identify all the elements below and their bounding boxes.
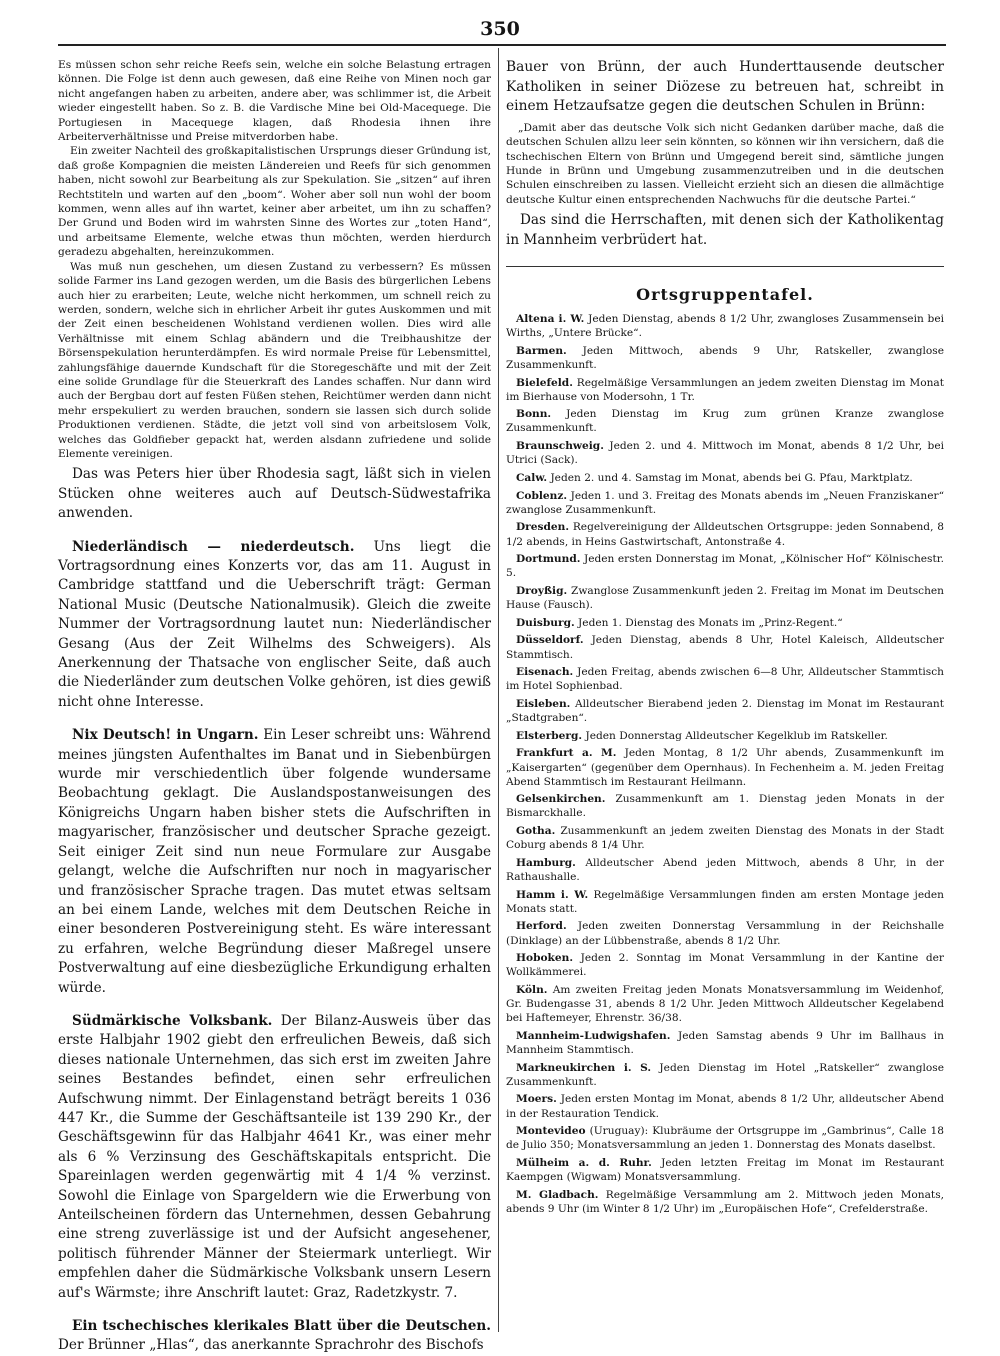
entry-city: Barmen. (516, 344, 567, 357)
entry-text: Jeden 2. Sonntag im Monat Versammlung in der Kantine der Wollkämmerei. (506, 952, 944, 979)
entry-city: Gotha. (516, 825, 556, 838)
entry-text: (Uruguay): Klubräume der Ortsgruppe im „Gambrinus“, Calle 18 de Julio 350; Monatsversammlung an jeden 1. Donnerstag des Monats daselbst. (506, 1125, 945, 1152)
rhodesia-paragraph-3: Was muß nun geschehen, um diesen Zustand zu verbessern? Es müssen solide Farmer ins Land gezogen werden, um die Basis des bürgerlichen Lebens auch hier zu erarbeiten; Leute, welche nicht herkommen, um schnell reich zu werden, sondern, welche sich in ehrlicher Arbeit ihr gutes Auskommen und mit der Zeit einen bescheidenen Wohlstand verdienen wollen. Dies wird alle Verhältnisse mit einem Schlag abändern und die Treibhaushitze der Börsenspekulation herunterdämpfen. Es wird normale Preise für Lebensmittel, zahlungsfähige dauernde Kundschaft für die Storegeschäfte und mit der Zeit eine solide Grundlage für die Steuerkraft des Landes schaffen. Nur dann wird auch der Bergbau dort auf festen Füßen stehen, Reichtümer werden dann nicht mehr erspekuliert zu werden brauchen, sondern sie lassen sich durch solide Produktionen verdienen. Städte, die jetzt voll sind von arbeitslosem Volk, welches das Goldfieber gepackt hat, werden alsdann zufriedene und solide Elemente vereinigen. (58, 260, 491, 460)
list-item (506, 520, 944, 548)
entry-text: Alldeutscher Bierabend jeden 2. Dienstag im Monat im Restaurant „Stadtgraben“. (506, 698, 944, 725)
list-item (506, 1188, 944, 1216)
entry-city: Gelsenkirchen. (516, 793, 606, 806)
closing-paragraph: Das sind die Herrschaften, mit denen sich der Katholikentag in Mannheim verbrüdert hat. (506, 212, 944, 248)
list-item (506, 312, 944, 340)
entry-city: Frankfurt a. M. (516, 747, 617, 760)
entry-text: Jeden zweiten Donnerstag Versammlung in der Reichshalle (Dinklage) an der Lübbenstraße, abends 8 1/2 Uhr. (506, 920, 944, 947)
ortsgruppentafel-title: Ortsgruppentafel. (636, 285, 814, 305)
list-item (506, 552, 944, 580)
entry-city: Droyßig. (516, 584, 568, 597)
article-body: Der Brünner „Hlas“, das anerkannte Sprachrohr des Bischofs (58, 1337, 484, 1354)
entry-city: Markneukirchen i. S. (516, 1061, 652, 1074)
section-rule (506, 266, 944, 267)
entry-city: Bonn. (516, 408, 552, 421)
rhodesia-paragraph-2: Ein zweiter Nachteil des großkapitalistischen Ursprungs dieser Gründung ist, daß große Kompagnien die meisten Ländereien und Reefs für sich genommen haben, nicht sowohl zur Bearbeitung als zur Spekulation. Sie „sitzen“ auf ihren Rechtstiteln und warten auf den „boom“. Woher aber soll nun wohl der boom kommen, wenn alles auf ihn wartet, keiner aber arbeitet, um ihn zu schaffen? Der Grund und Boden wird im wahrsten Sinne des Wortes zur „toten Hand“, und arbeitsame Elemente, welche etwas thun möchten, werden hierdurch geradezu abgehalten, hereinzukommen. (58, 145, 491, 259)
list-item (506, 489, 944, 517)
entry-text: Jeden Donnerstag Alldeutscher Kegelklub im Ratskeller. (585, 729, 888, 742)
entry-text: Jeden Dienstag, abends 8 1/2 Uhr, zwangloses Zusammensein bei Wirths, „Untere Brücke“. (506, 313, 944, 340)
list-item (506, 824, 944, 852)
entry-city: Hamburg. (516, 856, 576, 869)
entry-text: Jeden Freitag, abends zwischen 6—8 Uhr, Alldeutscher Stammtisch im Hotel Sophienbad. (506, 666, 944, 693)
article-heading: Niederländisch — niederdeutsch. (72, 538, 355, 555)
entry-text: Am zweiten Freitag jeden Monats Monatsversammlung im Weidenhof, Gr. Budengasse 31, abends 8 1/2 Uhr. Jeden Mittwoch Alldeutscher Kegelabend bei Haftemeyer, Ehrenstr. 36/38. (506, 984, 944, 1025)
entry-city: Duisburg. (516, 616, 575, 629)
entry-text: Jeden Dienstag im Hotel „Ratskeller“ zwanglose Zusammenkunft. (506, 1061, 945, 1088)
entry-city: Elsterberg. (516, 729, 583, 742)
entry-city: Mannheim-Ludwigshafen. (516, 1029, 671, 1042)
rhodesia-conclusion: Das was Peters hier über Rhodesia sagt, läßt sich in vielen Stücken ohne weiteres auch auf Deutsch-Südwestafrika anwenden. (58, 466, 491, 522)
article-tschechisch (58, 1317, 491, 1356)
entry-text: Regelvereinigung der Alldeutschen Ortsgruppe: jeden Sonnabend, 8 1/2 abends, in Heins Gastwirtschaft, Antonstraße 4. (506, 521, 944, 548)
column-divider (498, 48, 499, 1332)
entry-text: Jeden letzten Freitag im Monat im Restaurant Kaempgen (Wigwam) Monatsversammlung. (506, 1157, 944, 1184)
list-item (506, 376, 944, 404)
entry-text: Zusammenkunft an jedem zweiten Dienstag des Monats in der Stadt Coburg abends 8 1/4 Uhr. (506, 825, 944, 852)
entry-city: Köln. (516, 984, 548, 997)
entry-city: Düsseldorf. (516, 634, 584, 647)
entry-text: Jeden Montag, 8 1/2 Uhr abends, Zusammenkunft im „Kaisergarten“ (gegenüber dem Opernhaus). In Fechenheim a. M. jeden Freitag Abend Stammtisch im Restaurant Heilmann. (506, 747, 944, 788)
list-item (506, 792, 944, 820)
article-volksbank (58, 1012, 491, 1303)
list-item (506, 407, 944, 435)
entry-text: Jeden ersten Donnerstag im Monat, „Kölnischer Hof“ Kölnischestr. 5. (506, 553, 944, 580)
entry-city: Altena i. W. (516, 313, 585, 326)
entry-text: Regelmäßige Versammlungen an jedem zweiten Dienstag im Monat im Bierhause von Modersohn, 1 Tr. (506, 376, 944, 403)
entry-city: Coblenz. (516, 489, 568, 502)
list-item (506, 1092, 944, 1120)
entry-city: M. Gladbach. (516, 1188, 599, 1201)
rhodesia-paragraph-1: Es müssen schon sehr reiche Reefs sein, welche ein solche Belastung ertragen können. Die Folge ist denn auch gewesen, daß eine Reihe von Minen noch gar nicht angefangen haben zu arbeiten, andere aber, was schlimmer ist, die Arbeit wieder eingestellt haben. So z. B. die Vardische Mine bei Old-Macequege. Die Portugiesen in Macequege klagen, daß Rhodesia ihnen ihre Arbeiterverhältnisse und Preise mitverdorben habe. (58, 59, 491, 144)
list-item (506, 1029, 944, 1057)
list-item (506, 471, 944, 485)
list-item (506, 584, 944, 612)
list-item (506, 633, 944, 661)
entry-city: Herford. (516, 920, 567, 933)
list-item (506, 746, 944, 788)
ortsgruppen-list (506, 312, 944, 1216)
entry-city: Mülheim a. d. Ruhr. (516, 1157, 652, 1170)
list-item (506, 665, 944, 693)
list-item (506, 919, 944, 947)
entry-text: Regelmäßige Versammlungen finden am ersten Montage jeden Monats statt. (506, 888, 944, 915)
article-heading: Nix Deutsch! in Ungarn. (72, 727, 259, 744)
article-body: Ein Leser schreibt uns: Während meines jüngsten Aufenthaltes im Banat und in Siebenbürgen wurde mir verschiedentlich über folgende wundersame Beobachtung geklagt. Die Auslandspostanweisungen des Königreichs Ungarn haben bisher stets die Aufschriften in magyarischer, französischer und deutscher Sprache gezeigt. Seit einiger Zeit sind nun neue Formulare zur Ausgabe gelangt, welche die Aufschriften nur noch in magyarischer und französischer Sprache tragen. Das mutet etwas seltsam an bei einem Lande, welches mit dem Deutschen Reiche in einer besonderen Postvereinigung steht. Es wäre interessant zu erfahren, welche Begründung dieser Maßregel unsere Postverwaltung auf eine diesbezügliche Erkundigung erhalten würde. (58, 727, 491, 996)
article-heading: Südmärkische Volksbank. (72, 1012, 273, 1029)
entry-text: Jeden Samstag abends 9 Uhr im Ballhaus in Mannheim Stammtisch. (506, 1029, 944, 1056)
article-nix-deutsch (58, 726, 491, 998)
entry-city: Calw. (516, 471, 548, 484)
entry-text: Regelmäßige Versammlung am 2. Mittwoch jeden Monats, abends 9 Uhr (im Winter 8 1/2 Uhr) im „Europäischen Hofe“, Crefelderstraße. (506, 1188, 944, 1215)
list-item (506, 439, 944, 467)
list-item (506, 1124, 944, 1152)
quotation: „Damit aber das deutsche Volk sich nicht Gedanken darüber mache, daß die deutschen Schulen allzu leer sein könnten, so können wir ihn versichern, daß die tschechischen Eltern von Brünn und Umgegend bereit sind, sämtliche jungen Hunde in Brünn und Umgebung zusammenzutreiben und in die deutschen Schulen einschreiben zu lassen. Vielleicht erzieht sich an diesen die allmächtige deutsche Kultur einen entsprechenden Nachwuchs für die deutsche Partei.“ (506, 121, 944, 206)
article-body: Der Bilanz-Ausweis über das erste Halbjahr 1902 giebt den erfreulichen Beweis, daß sich dieses nationale Unternehmen, das sich erst im zweiten Jahre seines Bestandes befindet, einen sehr erfreulichen Aufschwung nimmt. Der Einlagenstand beträgt bereits 1 036 447 Kr., die Summe der Geschäftsanteile ist 139 290 Kr., der Geschäftsgewinn für das Halbjahr 4641 Kr., was einer mehr als 6 % Verzinsung des Geschäftskapitals entspricht. Die Spareinlagen werden gegenwärtig mit 4 1/4 % verzinst. Sowohl die Einlage von Spargeldern wie die Erwerbung von Anteilscheinen fördern das Unternehmen, dessen Gebahrung eine streng zuverlässige ist und der Aufsicht angesehener, politisch führender Männer der Steiermark unterliegt. Wir empfehlen daher die Südmärkische Volksbank unsern Lesern auf's Wärmste; ihre Anschrift lautet: Graz, Radetzkystr. 7. (58, 1012, 491, 1301)
list-item (506, 1156, 944, 1184)
list-item (506, 344, 944, 372)
list-item (506, 1061, 944, 1089)
entry-text: Zusammenkunft am 1. Dienstag jeden Monats in der Bismarckhalle. (506, 793, 945, 820)
list-item (506, 983, 944, 1025)
entry-text: Jeden Dienstag im Krug zum grünen Kranze zwanglose Zusammenkunft. (506, 408, 944, 435)
entry-city: Hoboken. (516, 952, 574, 965)
entry-text: Jeden 1. und 3. Freitag des Monats abends im „Neuen Franziskaner“ zwanglose Zusammenkunft. (506, 489, 945, 516)
entry-text: Jeden ersten Montag im Monat, abends 8 1/2 Uhr, alldeutscher Abend in der Restauration Tendick. (506, 1093, 944, 1120)
page-number: 350 (480, 18, 520, 40)
entry-text: Jeden 2. und 4. Samstag im Monat, abends bei G. Pfau, Marktplatz. (550, 471, 913, 484)
list-item (506, 729, 944, 743)
entry-text: Jeden Mittwoch, abends 9 Uhr, Ratskeller, zwanglose Zusammenkunft. (506, 344, 944, 371)
entry-city: Dresden. (516, 521, 570, 534)
header-rule (58, 44, 946, 46)
list-item (506, 697, 944, 725)
article-body: Uns liegt die Vortragsordnung eines Konzerts vor, das am 11. August in Cambridge stattfand und die Ueberschrift trägt: German National Music (Deutsche Nationalmusik). Gleich die zweite Nummer der Vortragsordnung lautet nun: Niederländischer Gesang (Aus der Zeit Wilhelms des Schweigers). Als Anerkennung der Thatsache von englischer Seite, daß auch die Niederländer zum deutschen Volke gehören, ist dies gewiß nicht ohne Interesse. (58, 538, 491, 710)
left-column (58, 58, 491, 1354)
article-niederlaendisch (58, 538, 491, 713)
right-column (506, 58, 944, 1330)
entry-text: Jeden 1. Dienstag des Monats im „Prinz-Regent.“ (578, 616, 843, 629)
list-item (506, 616, 944, 630)
entry-text: Jeden Dienstag, abends 8 Uhr, Hotel Kaleisch, Alldeutscher Stammtisch. (506, 634, 944, 661)
entry-text: Alldeutscher Abend jeden Mittwoch, abends 8 Uhr, in der Rathaushalle. (506, 856, 944, 883)
entry-city: Eisenach. (516, 666, 574, 679)
continued-paragraph: Bauer von Brünn, der auch Hunderttausende deutscher Katholiken in seiner Diözese zu betreuen hat, schreibt in einem Hetzaufsatze gegen die deutschen Schulen in Brünn: (506, 59, 944, 115)
article-heading: Ein tschechisches klerikales Blatt über die Deutschen. (72, 1318, 491, 1335)
list-item (506, 856, 944, 884)
list-item (506, 951, 944, 979)
entry-city: Hamm i. W. (516, 888, 589, 901)
entry-city: Bielefeld. (516, 376, 573, 389)
list-item (506, 888, 944, 916)
entry-city: Montevideo (516, 1125, 586, 1138)
entry-city: Braunschweig. (516, 440, 604, 453)
entry-text: Jeden 2. und 4. Mittwoch im Monat, abends 8 1/2 Uhr, bei Utrici (Sack). (506, 440, 944, 467)
entry-text: Zwanglose Zusammenkunft jeden 2. Freitag im Monat im Deutschen Hause (Fausch). (506, 584, 945, 612)
entry-city: Moers. (516, 1093, 557, 1106)
entry-city: Dortmund. (516, 553, 581, 566)
entry-city: Eisleben. (516, 698, 571, 710)
